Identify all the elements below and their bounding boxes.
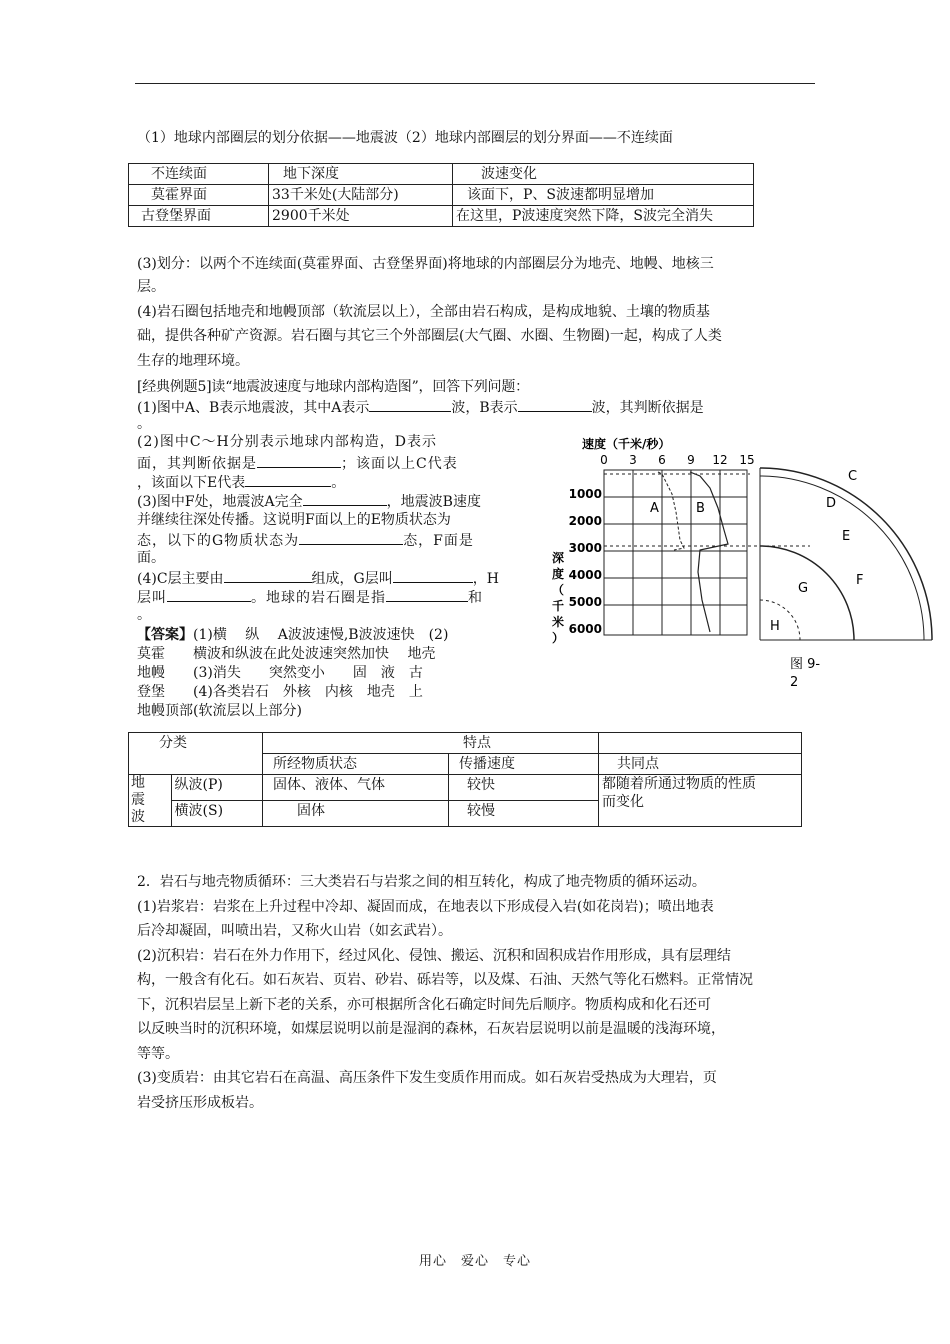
- question-4: (4)C层主要由 组成，G层叫 ，H: [137, 568, 499, 588]
- question-4-end: 。: [137, 607, 151, 623]
- question-3-line2: 并继续往深处传播。这说明F面以上的E物质状态为: [137, 512, 451, 528]
- para-3-line: (3)划分：以两个不连续面(莫霍界面、古登堡界面)将地球的内部圈层分为地壳、地幔、地核三: [137, 256, 714, 272]
- answer-blank: [369, 397, 451, 412]
- para-4-line: 础，提供各种矿产资源。岩石圈与其它三个外部圈层(大气圈、水圈、生物圈)一起，构成了人类: [137, 328, 722, 344]
- table-cell: 较快: [449, 775, 599, 801]
- x-tick-labels: [600, 453, 754, 467]
- y-tick-label: 3000: [568, 541, 602, 555]
- chart-grid: [604, 470, 747, 635]
- y-axis-title: [551, 550, 564, 645]
- question-1: (1)图中A、B表示地震波，其中A表示 波，B表示 波，其判断依据是: [137, 397, 704, 418]
- y-tick-label: 2000: [568, 514, 602, 528]
- table-header-cell: [129, 754, 263, 775]
- figure-axis-title: 速度（千米/秒）: [582, 437, 671, 451]
- answer-blank: [386, 587, 468, 602]
- table-row: [129, 775, 802, 801]
- section-2-line: (1)岩浆岩：岩浆在上升过程中冷却、凝固而成，在地表以下形成侵入岩(如花岗岩)；喷出地表: [137, 899, 714, 915]
- section-2-line: 下，沉积岩层呈上新下老的关系，亦可根据所含化石确定时间先后顺序。物质构成和化石还可: [137, 997, 711, 1013]
- table-header-cell: 波速变化: [453, 164, 754, 185]
- section-2-line: 构，一般含有化石。如石灰岩、页岩、砂岩、砾岩等，以及煤、石油、天然气等化石燃料。正常情况: [137, 972, 753, 988]
- answer-blank: [393, 568, 473, 583]
- y-tick-labels: [569, 487, 602, 636]
- question-3: (3)图中F处，地震波A完全 ，地震波B速度: [137, 491, 481, 511]
- section-2-line: 等等。: [137, 1046, 179, 1062]
- answer-blank: [224, 568, 312, 583]
- question-1-end: 。: [137, 416, 151, 432]
- table-cell: 固体: [263, 801, 449, 827]
- table-header-cell: 共同点: [599, 754, 802, 775]
- layer-label: G: [798, 581, 809, 596]
- curve-label: A: [650, 501, 659, 516]
- svg-text:千: 千: [552, 599, 565, 613]
- answer-line: 莫霍 横波和纵波在此处波速突然加快 地壳: [137, 646, 436, 662]
- figure-caption: 图 9-: [790, 657, 821, 672]
- curve-b-longitudinal: [690, 472, 728, 632]
- answer-line: 地幔 (3)消失 突然变小 固 液 古: [137, 665, 423, 681]
- answer-blank: [299, 530, 403, 545]
- x-tick-label: 0: [600, 453, 608, 467]
- example-title: [经典例题5]读“地震波速度与地球内部构造图”，回答下列问题：: [137, 379, 529, 395]
- table-cell: 都随着所通过物质的性质 而变化: [599, 775, 802, 827]
- question-3-line4: 面。: [137, 550, 165, 566]
- table-cell: 33千米处(大陆部分): [269, 185, 453, 206]
- figure-caption: 2: [790, 675, 799, 690]
- seismic-wave-figure: [550, 432, 945, 712]
- answer-line: 【答案】(1)横 纵 A波波速慢,B波波速快 (2): [137, 627, 449, 643]
- answer-line: 登堡 (4)各类岩石 外核 内核 地壳 上: [137, 684, 423, 700]
- y-tick-label: 6000: [568, 622, 602, 636]
- section-2-line: (3)变质岩：由其它岩石在高温、高压条件下发生变质作用而成。如石灰岩受热成为大理岩，页: [137, 1070, 717, 1086]
- table-cell: 古登堡界面: [129, 206, 269, 227]
- x-tick-label: 3: [629, 453, 637, 467]
- table-row: [129, 206, 754, 227]
- layer-label: H: [770, 619, 780, 634]
- table-cell: 莫霍界面: [129, 185, 269, 206]
- answer-blank: [518, 397, 592, 412]
- table-header-cell: 地下深度: [269, 164, 453, 185]
- section-2-line: 后冷却凝固，叫喷出岩，又称火山岩（如玄武岩）。: [137, 923, 452, 939]
- page-footer: 用心 爱心 专心: [418, 1254, 531, 1269]
- question-4-line2: 层叫 。地球的岩石圈是指 和: [137, 587, 483, 607]
- answer-blank: [167, 587, 251, 602]
- table-header-cell: 所经物质状态: [263, 754, 449, 775]
- svg-text:深: 深: [552, 551, 565, 565]
- discontinuity-table: [128, 163, 754, 227]
- svg-text:米: 米: [552, 615, 565, 629]
- table-header-cell: 特点: [263, 733, 599, 754]
- svg-text:（: （: [552, 583, 565, 597]
- section-2-line: 以反映当时的沉积环境，如煤层说明以前是湿润的森林，石灰岩层说明以前是温暖的浅海环境，: [137, 1021, 725, 1037]
- layer-label: D: [826, 496, 837, 511]
- svg-text:）: ）: [552, 631, 565, 645]
- question-2-line2: 面，其判断依据是 ；该面以上C代表: [137, 453, 458, 473]
- y-tick-label: 5000: [568, 595, 602, 609]
- table-header-row: [129, 164, 754, 185]
- x-tick-label: 6: [658, 453, 666, 467]
- y-tick-label: 1000: [568, 487, 602, 501]
- table-header-cell: 传播速度: [449, 754, 599, 775]
- answer-line: 地幔顶部(软流层以上部分): [137, 703, 302, 719]
- table-cell: 固体、液体、气体: [263, 775, 449, 801]
- x-tick-label: 12: [712, 453, 728, 467]
- para-4-line: (4)岩石圈包括地壳和地幔顶部（软流层以上），全部由岩石构成，是构成地貌、土壤的物质基: [137, 304, 710, 320]
- intro-line: （1）地球内部圈层的划分依据——地震波（2）地球内部圈层的划分界面——不连续面: [137, 130, 673, 146]
- header-rule: [135, 83, 815, 84]
- x-tick-label: 9: [687, 453, 695, 467]
- answer-blank: [257, 453, 341, 468]
- table-cell: 该面下，P、S波速都明显增加: [453, 185, 754, 206]
- para-3-line: 层。: [137, 279, 165, 295]
- layer-label: E: [842, 529, 851, 544]
- question-2-line3: ，该面以下E代表 。: [137, 472, 345, 492]
- table-cell: 2900千米处: [269, 206, 453, 227]
- table-cell: 横波(S): [171, 801, 262, 827]
- layer-label: F: [856, 573, 864, 588]
- section-2-heading: 2．岩石与地壳物质循环：三大类岩石与岩浆之间的相互转化，构成了地壳物质的循环运动。: [137, 874, 706, 890]
- x-tick-label: 15: [739, 453, 755, 467]
- table-cell: 在这里，P波速度突然下降，S波完全消失: [453, 206, 754, 227]
- table-header-cell: 分类: [129, 733, 263, 754]
- answer-blank: [245, 472, 331, 487]
- answer-blank: [303, 491, 387, 506]
- para-4-line: 生存的地理环境。: [137, 353, 249, 369]
- table-header-cell: [599, 733, 802, 754]
- table-header-cell: 不连续面: [129, 164, 269, 185]
- question-2: (2)图中C～H分别表示地球内部构造，D表示: [137, 434, 437, 450]
- table-cell: 纵波(P): [171, 775, 262, 801]
- curve-label: B: [696, 501, 705, 516]
- section-2-line: 岩受挤压形成板岩。: [137, 1095, 263, 1111]
- table-cell: 较慢: [449, 801, 599, 827]
- question-3-line3: 态，以下的G物质状态为 态，F面是: [137, 530, 474, 550]
- table-header-row: [129, 754, 802, 775]
- wave-comparison-table: [128, 732, 802, 827]
- layer-label: C: [848, 469, 858, 484]
- table-group-cell: 地 震 波: [129, 775, 172, 827]
- y-tick-label: 4000: [568, 568, 602, 582]
- earth-section: [760, 468, 932, 640]
- section-2-line: (2)沉积岩：岩石在外力作用下，经过风化、侵蚀、搬运、沉积和固积成岩作用形成，具有层理结: [137, 948, 731, 964]
- table-header-row: [129, 733, 802, 754]
- table-row: [129, 185, 754, 206]
- svg-text:度: 度: [552, 567, 565, 581]
